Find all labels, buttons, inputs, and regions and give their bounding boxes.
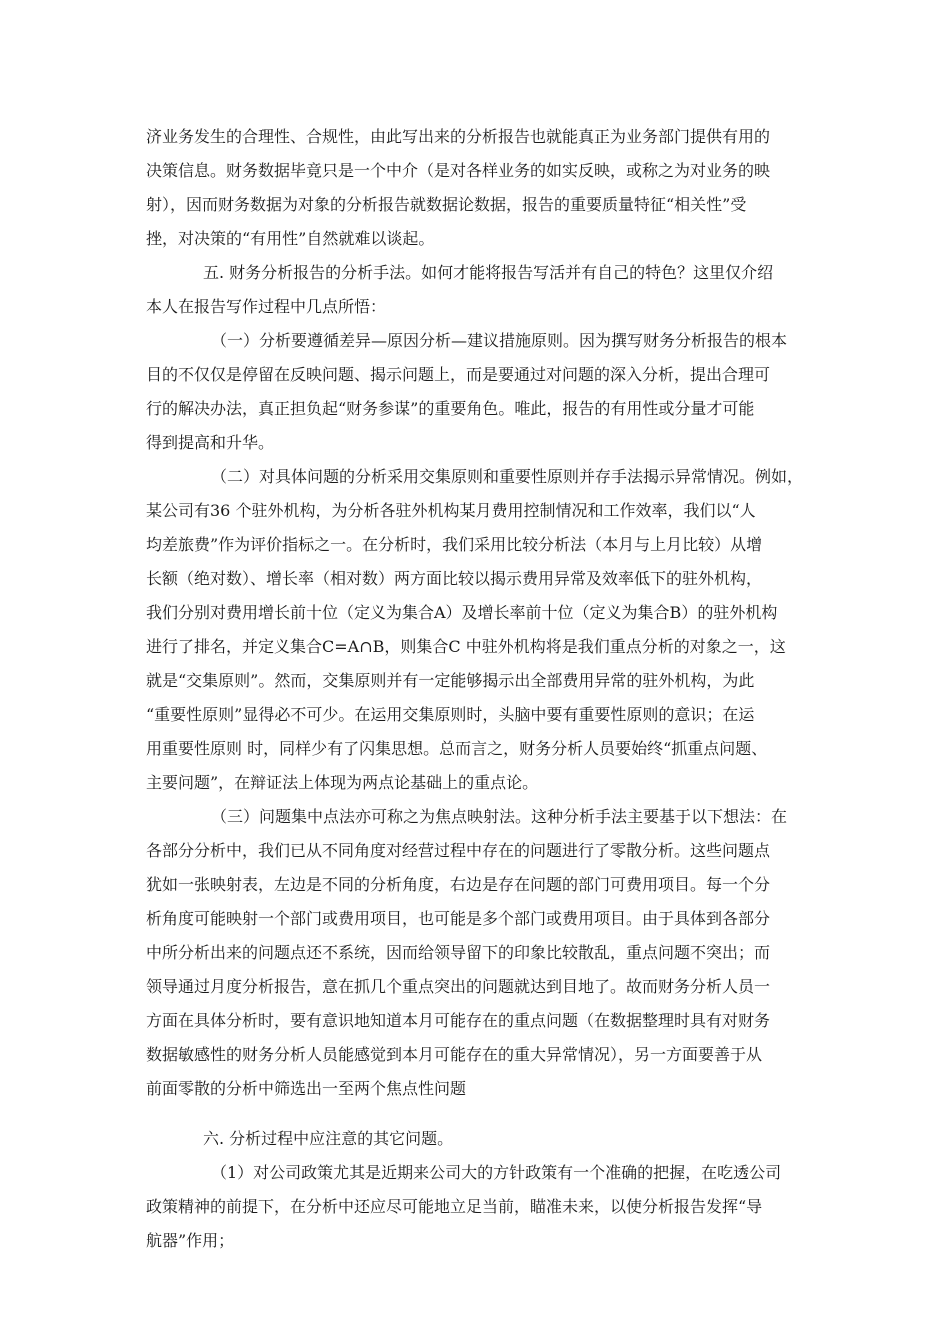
text-line: 射），因而财务数据为对象的分析报告就数据论数据，报告的重要质量特征“相关性”受 [146,195,747,214]
text-line: 前面零散的分析中筛选出一至两个焦点性问题 [146,1079,467,1098]
text-line: 数据敏感性的财务分析人员能感觉到本月可能存在的重大异常情况），另一方面要善于从 [146,1045,763,1064]
text-line: 行的解决办法，真正担负起“财务参谋”的重要角色。唯此，报告的有用性或分量才可能 [146,399,755,418]
text-line: 用重要性原则 时，同样少有了闪集思想。总而言之，财务分析人员要始终“抓重点问题、 [146,739,768,758]
text-line: 挫，对决策的“有用性”自然就难以谈起。 [146,229,435,248]
text-line: 进行了排名，并定义集合C=A∩B，则集合C 中驻外机构将是我们重点分析的对象之一，这 [146,637,786,656]
text-line: 中所分析出来的问题点还不系统，因而给领导留下的印象比较散乱，重点问题不突出；而 [146,943,771,962]
text-line: 我们分别对费用增长前十位（定义为集合A）及增长率前十位（定义为集合B）的驻外机构 [146,603,778,622]
text-line: （二）对具体问题的分析采用交集原则和重要性原则并存手法揭示异常情况。例如， [211,467,804,486]
text-line: 析角度可能映射一个部门或费用项目，也可能是多个部门或费用项目。由于具体到各部分 [146,909,771,928]
text-line: 主要问题”，在辩证法上体现为两点论基础上的重点论。 [146,773,539,792]
text-line: 本人在报告写作过程中几点所悟： [146,297,387,316]
section-heading-6: 六. 分析过程中应注意的其它问题。 [203,1129,454,1148]
text-line: （三）问题集中点法亦可称之为焦点映射法。这种分析手法主要基于以下想法：在 [211,807,788,826]
text-line: 某公司有36 个驻外机构，为分析各驻外机构某月费用控制情况和工作效率，我们以“人 [146,501,756,520]
text-line: 目的不仅仅是停留在反映问题、揭示问题上，而是要通过对问题的深入分析，提出合理可 [146,365,771,384]
text-line: 长额（绝对数）、增长率（相对数）两方面比较以揭示费用异常及效率低下的驻外机构， [146,569,763,588]
text-line: 就是“交集原则”。然而，交集原则并有一定能够揭示出全部费用异常的驻外机构，为此 [146,671,755,690]
text-line: “重要性原则”显得必不可少。在运用交集原则时，头脑中要有重要性原则的意识；在运 [146,705,755,724]
text-line: 航器”作用； [146,1231,235,1250]
text-line: 济业务发生的合理性、合规性，由此写出来的分析报告也就能真正为业务部门提供有用的 [146,127,771,146]
text-line: 政策精神的前提下，在分析中还应尽可能地立足当前，瞄准未来，以使分析报告发挥“导 [146,1197,763,1216]
text-line: （1）对公司政策尤其是近期来公司大的方针政策有一个准确的把握，在吃透公司 [211,1163,782,1182]
text-line: 均差旅费”作为评价指标之一。在分析时，我们采用比较分析法（本月与上月比较）从增 [146,535,763,554]
section-heading-5: 五. 财务分析报告的分析手法。如何才能将报告写活并有自己的特色？这里仅介绍 [203,263,774,282]
text-line: （一）分析要遵循差异—原因分析—建议措施原则。因为撰写财务分析报告的根本 [211,331,788,350]
text-line: 领导通过月度分析报告，意在抓几个重点突出的问题就达到目地了。故而财务分析人员一 [146,977,771,996]
text-line: 各部分分析中，我们已从不同角度对经营过程中存在的问题进行了零散分析。这些问题点 [146,841,771,860]
text-line: 犹如一张映射表，左边是不同的分析角度，右边是存在问题的部门可费用项目。每一个分 [146,875,771,894]
text-line: 决策信息。财务数据毕竟只是一个中介（是对各样业务的如实反映，或称之为对业务的映 [146,161,771,180]
text-line: 方面在具体分析时，要有意识地知道本月可能存在的重点问题（在数据整理时具有对财务 [146,1011,771,1030]
text-line: 得到提高和升华。 [146,433,275,452]
